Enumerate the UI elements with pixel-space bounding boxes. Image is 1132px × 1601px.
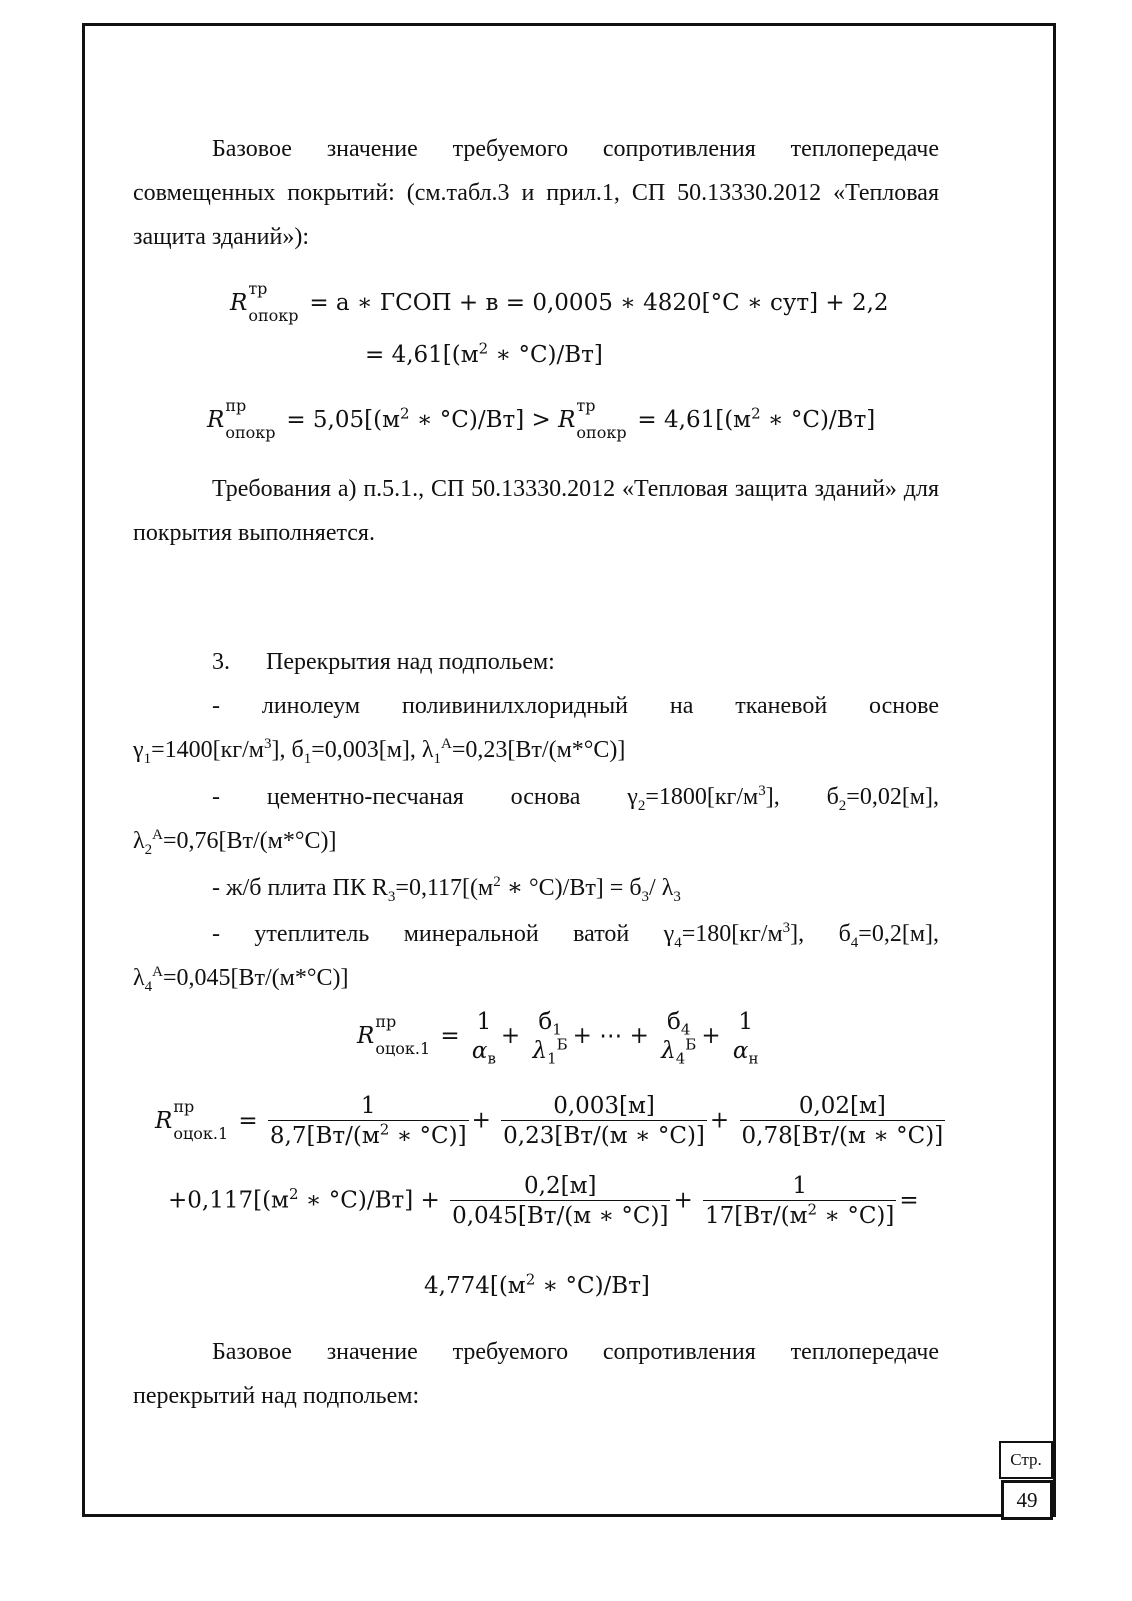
formula-resistance-general: R пр оцок.1 = 1 $\alpha_в$ + $б_1$ $\lambda_1^Б$ + ⋯ + $б_4$ $\lambda_4^Б$ + 1 $\alpha_н$ — [357, 1009, 759, 1068]
layer-4-params: $\lambda_4^А=0,045[Вт/(м*^\circ С)]$ — [133, 964, 349, 995]
layer-3-text: - ж/б плита ПК $R_3=0,117[(м^2$ ∗ $^\circ С)/Вт] = б_3/$ $\lambda_3$ — [212, 874, 681, 905]
page-label: Стр. — [999, 1441, 1053, 1479]
formula-resistance-result: $4,774[(м^2$ ∗ °С)/Вт] — [424, 1270, 650, 1299]
layer-1-params: $\gamma_1=1400[кг/м^3]$, $б_1=0,003[м]$, $\lambda_1^А=0,23[Вт/(м*^\circ С)]$ — [133, 736, 626, 767]
page-number: 49 — [1001, 1480, 1053, 1520]
layer-1-text: - линолеум поливинилхлоридный на тканевой основе — [212, 693, 939, 719]
section-number: 3. — [212, 649, 230, 675]
formula-resistance-values-line2: $+0,117[(м^2$ ∗ °С)/Вт] + $\frac{0,2[м]}{0,045[Вт/(м ∗ ^\circ С)]}$ + $\frac{1}{17[Вт/(м^2 ∗ ^\circ С)]}$ = — [168, 1173, 919, 1229]
formula-comparison: R пр опокр = $5,05[(м^2$ ∗ °С)/Вт] > R тр опокр = $4,61[(м^2$ ∗ °С)/Вт] — [207, 396, 876, 442]
layer-4-text: - утеплитель минеральной ватой $\gamma_4=180[кг/м^3]$, $б_4=0,2[м]$, — [212, 920, 940, 951]
formula-required-resistance-result: = $4,61[(м^2$ ∗ °С)/Вт] — [365, 339, 603, 368]
section-title: Перекрытия над подпольем: — [266, 649, 555, 675]
paragraph-requirements: Требования а) п.5.1., СП 50.13330.2012 «Тепловая защита зданий» для покрытия выполняется. — [133, 476, 939, 546]
layer-2-params: $\lambda_2^А=0,76[Вт/(м*^\circ С)]$ — [133, 827, 337, 858]
layer-2-text: - цементно-песчаная основа $\gamma_2=1800[кг/м^3]$, $б_2=0,02[м]$, — [212, 783, 939, 814]
paragraph-base-value-floor: Базовое значение требуемого сопротивления теплопередаче перекрытий над подпольем: — [133, 1339, 939, 1409]
section-heading — [212, 640, 912, 684]
paragraph-base-value-roof: Базовое значение требуемого сопротивления теплопередаче совмещенных покрытий: (см.табл.3 и прил.1, СП 50.13330.2012 «Тепловая защита зданий»): — [133, 136, 939, 250]
formula-resistance-values-line1: R пр оцок.1 = $\frac{1}{8,7[Вт/(м^2 ∗ ^\circ С)]}$ + $\frac{0,003[м]}{0,23[Вт/(м ∗ ^\circ С)]}$ + $\frac{0,02[м]}{0,78[Вт/(м ∗ ^\circ С)]}$ — [155, 1093, 944, 1149]
formula-required-resistance: R тр опокр = а ∗ ГСОП + в = 0,0005 ∗ 4820[°С ∗ сут] + 2,2 — [230, 279, 889, 325]
